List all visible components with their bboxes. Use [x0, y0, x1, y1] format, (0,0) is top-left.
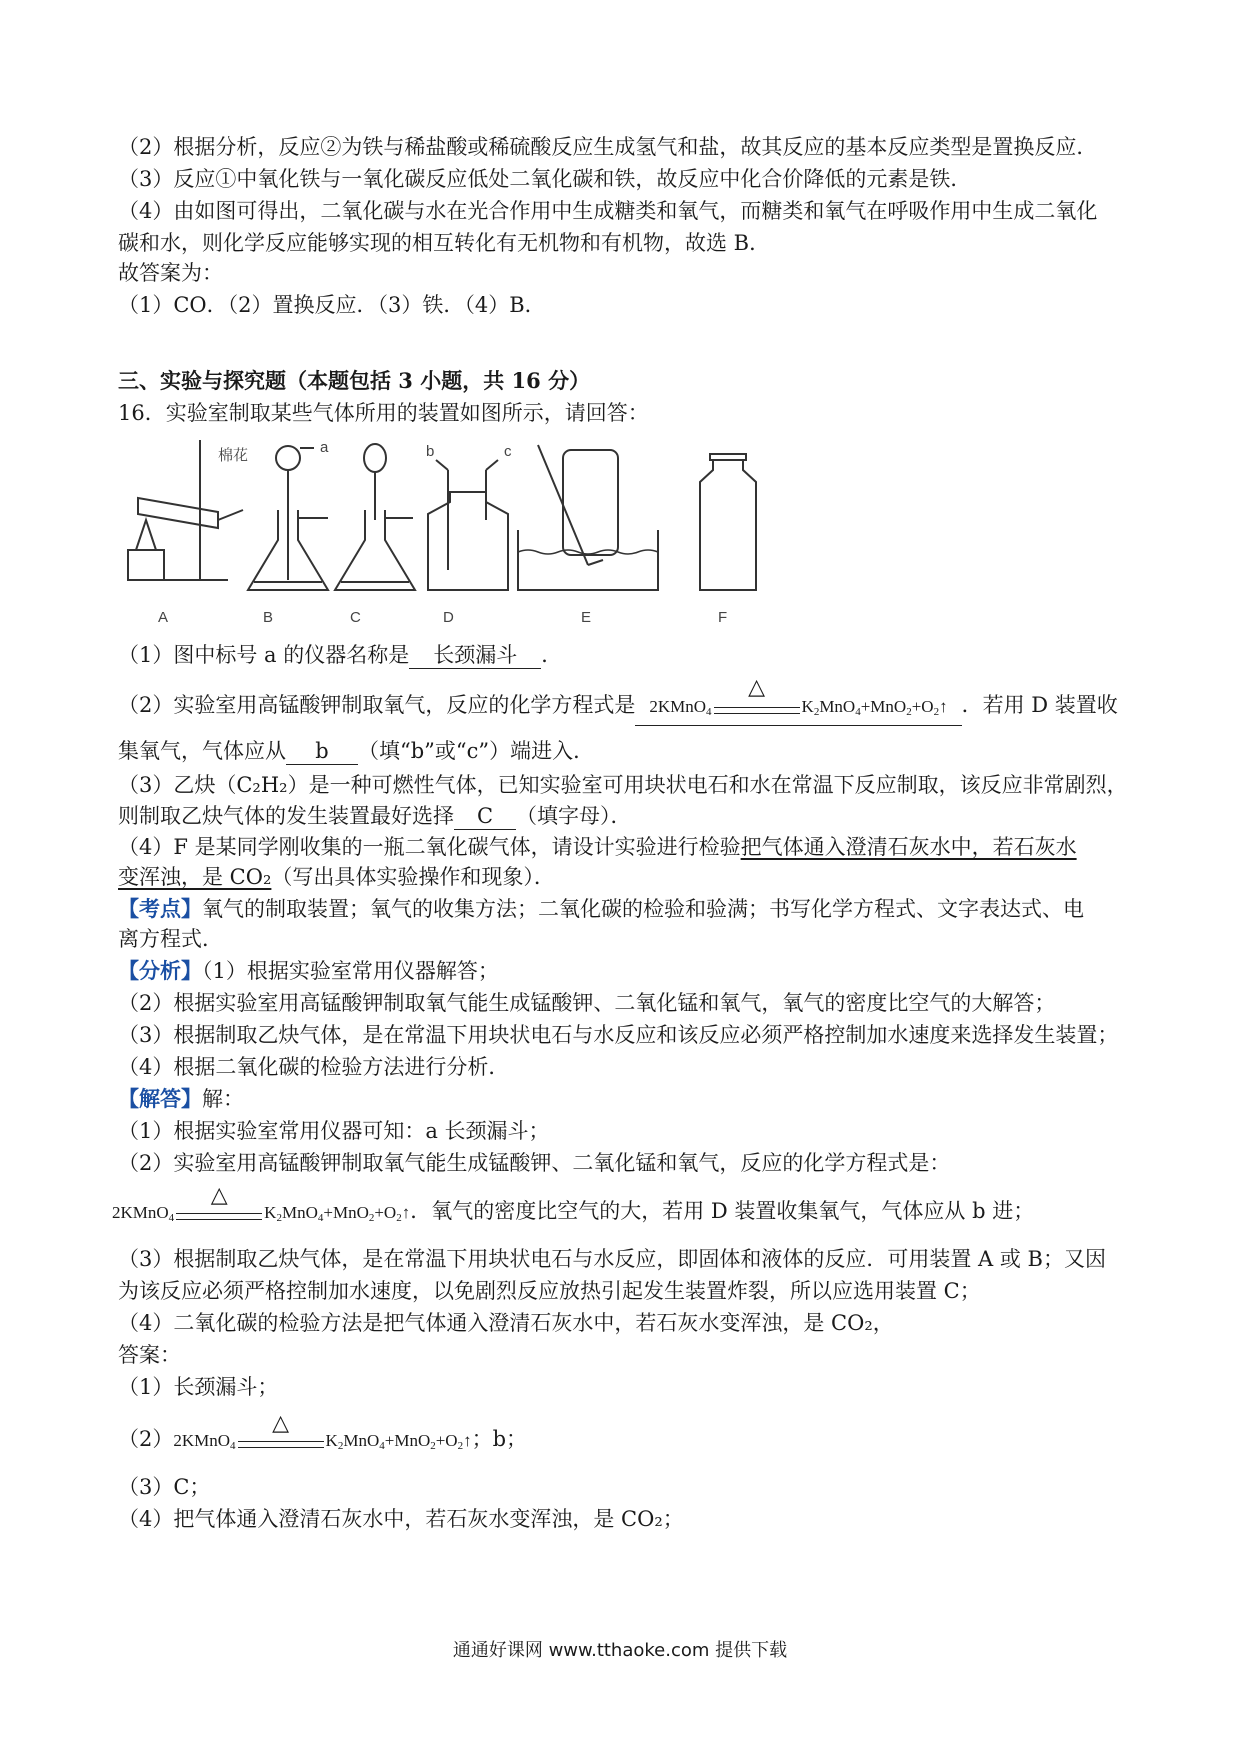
question-stem: 16．实验室制取某些气体所用的装置如图所示，请回答：	[118, 401, 649, 425]
equation-blank	[635, 674, 961, 726]
answer-1: （1）长颈漏斗；	[118, 1375, 279, 1399]
label-a: a	[320, 440, 329, 456]
answer-2: （2）2KMnO$_4$ △ $K_2MnO_4+MnO_2+O_2↑$；b；	[118, 1424, 527, 1461]
apparatus-b	[248, 446, 328, 590]
text-line: （2）根据分析，反应②为铁与稀盐酸或稀硫酸反应生成氢气和盐，故其反应的基本反应类型是置换反应．	[118, 135, 1098, 159]
text-line: （1）CO．（2）置换反应．（3）铁．（4）B．	[118, 293, 546, 317]
heat-equals-sign: △	[238, 1432, 324, 1452]
chemical-equation: 2KMnO$_4$ △ $K_2MnO_4+MnO_2+O_2↑$	[649, 674, 948, 718]
question-2b: 集氧气，气体应从 b （填“b”或“c”）端进入．	[118, 739, 595, 763]
jieda-line-2: （2）实验室用高锰酸钾制取氧气能生成锰酸钾、二氧化锰和氧气，反应的化学方程式是：	[118, 1151, 951, 1175]
fig-label-b: B	[263, 609, 274, 626]
answer-blank: C	[454, 803, 516, 830]
text-line: 故答案为：	[118, 261, 223, 285]
text-line: （4）由如图可得出，二氧化碳与水在光合作用中生成糖类和氧气，而糖类和氧气在呼吸作用中生成二氧化	[118, 199, 1098, 223]
question-3a: （3）乙炔（C₂H₂）是一种可燃性气体，已知实验室可用块状电石和水在常温下反应制取，该反应非常剧烈，	[118, 773, 1128, 797]
section-title: 三、实验与探究题（本题包括 3 小题，共 16 分）	[118, 368, 591, 393]
apparatus-c	[335, 444, 415, 590]
answer-blank: 长颈漏斗	[409, 642, 541, 669]
jieda-line-3b: 为该反应必须严格控制加水速度，以免剧烈反应放热引起发生装置炸裂，所以应选用装置 C；	[118, 1279, 981, 1303]
jieda-line-4: （4）二氧化碳的检验方法是把气体通入澄清石灰水中，若石灰水变浑浊，是 CO₂，	[118, 1311, 894, 1335]
fig-label-a: A	[158, 609, 169, 626]
answer-3: （3）C；	[118, 1475, 211, 1499]
apparatus-d	[428, 460, 508, 590]
heat-equals-sign: △	[176, 1204, 262, 1224]
jieda-line-3a: （3）根据制取乙炔气体，是在常温下用块状电石与水反应，即固体和液体的反应．可用装置 A 或 B；又因	[118, 1247, 1106, 1271]
question-4a: （4）F 是某同学刚收集的一瓶二氧化碳气体，请设计实验进行检验把气体通入澄清石灰水中，若石灰水	[118, 835, 1077, 859]
kaodian-line-2: 离方程式．	[118, 927, 223, 951]
fenxi-tag: 【分析】	[118, 958, 202, 983]
answer-underline: 变浑浊，是 CO₂	[118, 865, 272, 889]
answer-blank: b	[286, 738, 358, 765]
question-3b: 则制取乙炔气体的发生装置最好选择 C （填字母）．	[118, 804, 632, 828]
label-c: c	[504, 443, 512, 460]
page-footer: 通通好课网 www.tthaoke.com 提供下载	[452, 1640, 788, 1661]
answer-underline: 把气体通入澄清石灰水中，若石灰水	[740, 835, 1077, 859]
label-b: b	[426, 443, 435, 460]
jieda-line: 【解答】解：	[118, 1086, 244, 1111]
fig-label-f: F	[718, 609, 728, 626]
answer-head: 答案：	[118, 1343, 181, 1367]
heat-equals-sign: △	[714, 698, 800, 718]
fig-label-d: D	[443, 609, 454, 626]
apparatus-figure	[118, 440, 848, 630]
fig-label-c: C	[350, 609, 361, 626]
fenxi-line-3: （3）根据制取乙炔气体，是在常温下用块状电石与水反应和该反应必须严格控制加水速度来选择发生装置；	[118, 1023, 1119, 1047]
fenxi-line-2: （2）根据实验室用高锰酸钾制取氧气能生成锰酸钾、二氧化锰和氧气，氧气的密度比空气的大解答；	[118, 991, 1056, 1015]
fenxi-line: 【分析】（1）根据实验室常用仪器解答；	[118, 958, 499, 983]
kaodian-line: 【考点】氧气的制取装置；氧气的收集方法；二氧化碳的检验和验满；书写化学方程式、文字表达式、电	[118, 896, 1084, 921]
jieda-line-1: （1）根据实验室常用仪器可知：a 长颈漏斗；	[118, 1119, 550, 1143]
text-line: （3）反应①中氧化铁与一氧化碳反应低处二氧化碳和铁，故反应中化合价降低的元素是铁．	[118, 167, 972, 191]
question-2: （2）实验室用高锰酸钾制取氧气，反应的化学方程式是 2KMnO$_4$ △ $K_2MnO_4+MnO_2+O_2↑$ ．若用 D 装置收	[118, 690, 1118, 726]
jieda-tag: 【解答】	[118, 1086, 202, 1111]
text-line: 碳和水，则化学反应能够实现的相互转化有无机物和有机物，故选 B．	[118, 231, 771, 255]
jieda-line-2b: 2KMnO$_4$ △ $K_2MnO_4+MnO_2+O_2↑$．氧气的密度比空气的大，若用 D 装置收集氧气，气体应从 b 进；	[112, 1196, 1034, 1233]
label-cotton: 棉花	[218, 447, 249, 464]
kaodian-tag: 【考点】	[118, 896, 202, 921]
question-4b: 变浑浊，是 CO₂（写出具体实验操作和现象）．	[118, 865, 555, 889]
question-1: （1）图中标号 a 的仪器名称是 长颈漏斗 ．	[118, 643, 563, 667]
fenxi-line-4: （4）根据二氧化碳的检验方法进行分析．	[118, 1055, 510, 1079]
chemical-equation: 2KMnO$_4$ △ $K_2MnO_4+MnO_2+O_2↑$	[173, 1410, 472, 1452]
fig-label-e: E	[581, 609, 592, 626]
apparatus-f	[700, 454, 756, 590]
apparatus-e	[518, 445, 658, 590]
answer-4: （4）把气体通入澄清石灰水中，若石灰水变浑浊，是 CO₂；	[118, 1507, 684, 1531]
chemical-equation: 2KMnO$_4$ △ $K_2MnO_4+MnO_2+O_2↑$	[112, 1182, 411, 1224]
